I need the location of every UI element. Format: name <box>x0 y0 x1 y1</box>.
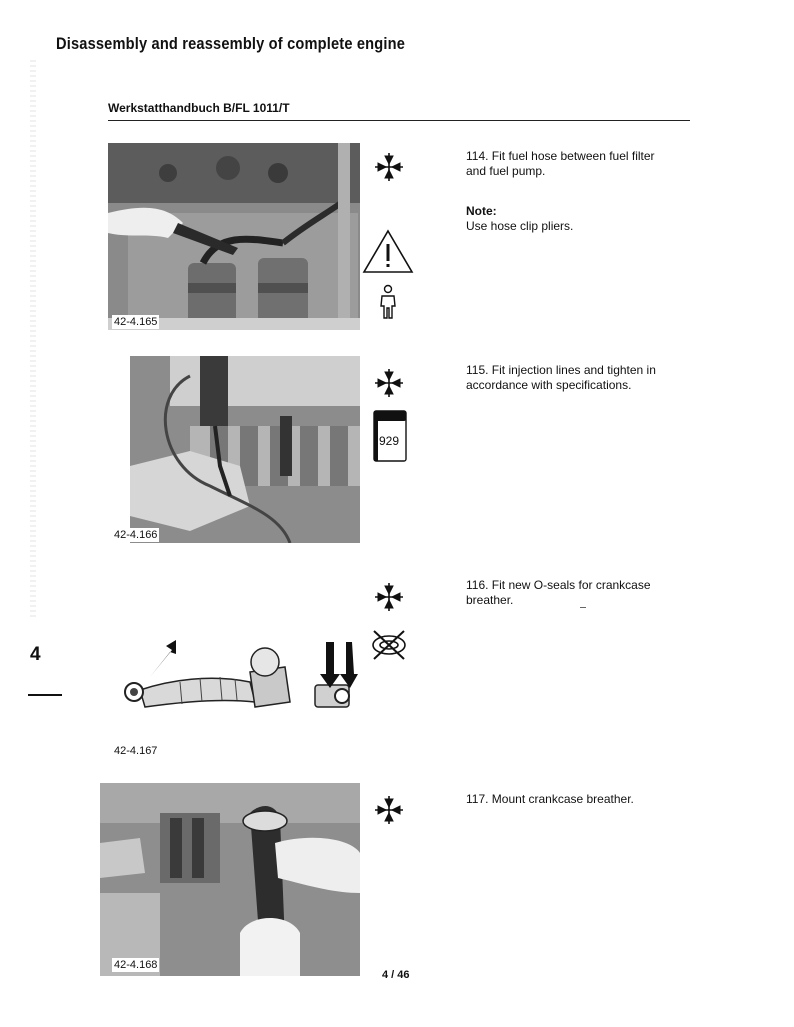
page-number: 4 / 46 <box>382 969 410 981</box>
figure-photo-injection-lines <box>130 356 360 543</box>
scan-edge-texture <box>30 60 36 620</box>
scan-mark <box>580 607 586 608</box>
manual-title: Werkstatthandbuch B/FL 1011/T <box>108 101 290 115</box>
header-rule <box>108 120 690 121</box>
specification-book-icon <box>373 410 407 462</box>
section-number: 4 <box>30 644 41 665</box>
protective-clothing-icon <box>378 284 398 320</box>
assembly-arrows-icon <box>372 366 406 400</box>
note-text: Use hose clip pliers. <box>466 219 574 233</box>
warning-triangle-icon <box>362 228 414 274</box>
step-116-text: 116. Fit new O-seals for crankcase breather. <box>466 578 651 607</box>
step-114-text: 114. Fit fuel hose between fuel filter and fuel pump. <box>466 149 655 178</box>
figure-photo-fuel-hose <box>108 143 360 330</box>
figure-photo-mount-breather <box>100 783 360 976</box>
figure-drawing-crankcase-breather <box>120 632 360 724</box>
assembly-arrows-icon <box>372 150 406 184</box>
assembly-arrows-icon <box>372 580 406 614</box>
figure-label: 42-4.167 <box>114 745 158 757</box>
step-115-text: 115. Fit injection lines and tighten in accordance with specifications. <box>466 363 656 392</box>
step-117-text: 117. Mount crankcase breather. <box>466 792 634 806</box>
figure-label: 42-4.166 <box>114 529 158 541</box>
page-title: Disassembly and reassembly of complete engine <box>56 34 406 53</box>
section-rule <box>28 694 62 696</box>
assembly-arrows-icon <box>372 793 406 827</box>
specification-book-label: 929 <box>379 434 400 448</box>
note-title: Note: <box>466 204 497 218</box>
figure-label: 42-4.168 <box>114 959 158 971</box>
replace-crossed-seal-icon <box>370 628 408 662</box>
figure-label: 42-4.165 <box>114 316 158 328</box>
